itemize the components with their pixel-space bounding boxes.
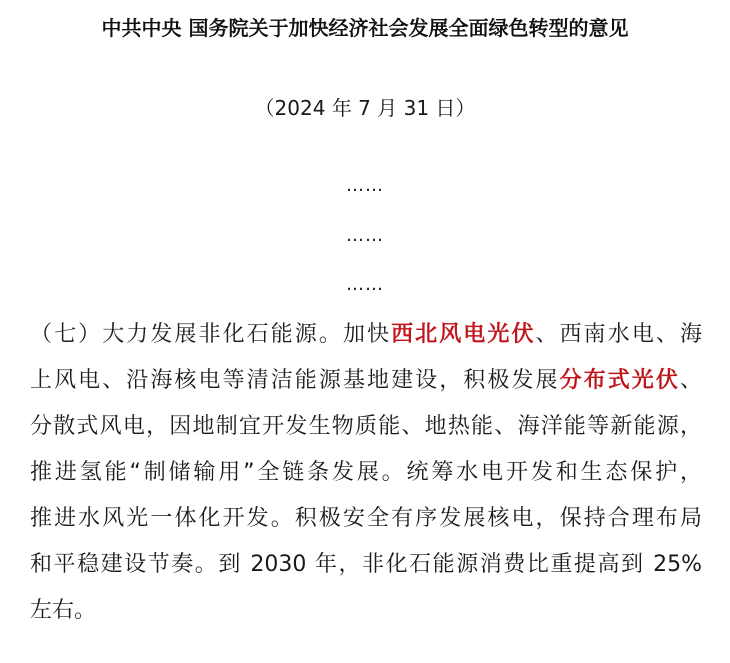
paragraph-line: [30, 496, 702, 542]
omission-mark: ……: [346, 225, 384, 246]
paragraph-line: [30, 358, 702, 404]
document-date: （2024 年 7 月 31 日）: [254, 96, 476, 120]
text-segment: 、: [679, 368, 702, 393]
text-segment: 分散式风电，因地制宜开发生物质能、地热能、海洋能等新能源，: [30, 414, 702, 439]
text-segment: 上风电、沿海核电等清洁能源基地建设，积极发展: [30, 368, 560, 393]
text-segment: 左右。: [30, 598, 97, 623]
text-segment: （七）大力发展非化石能源。加快: [30, 322, 392, 347]
document-title: 中共中央 国务院关于加快经济社会发展全面绿色转型的意见: [101, 16, 629, 40]
text-segment: 和平稳建设节奏。到 2030 年，非化石能源消费比重提高到 25%: [30, 552, 702, 577]
highlighted-term: 分布式光伏: [559, 368, 680, 393]
omission-mark: ……: [346, 175, 384, 196]
text-segment: 、西南水电、海: [535, 322, 702, 347]
omission-mark: ……: [346, 274, 384, 295]
text-segment: 推进水风光一体化开发。积极安全有序发展核电，保持合理布局: [30, 506, 702, 531]
body-paragraph: [30, 312, 702, 634]
paragraph-line: [30, 404, 702, 450]
paragraph-line: [30, 450, 702, 496]
text-segment: 推进氢能“制储输用”全链条发展。统筹水电开发和生态保护，: [30, 460, 702, 485]
paragraph-line: [30, 312, 702, 358]
paragraph-line: [30, 588, 702, 634]
paragraph-line: [30, 542, 702, 588]
highlighted-term: 西北风电光伏: [391, 322, 536, 347]
